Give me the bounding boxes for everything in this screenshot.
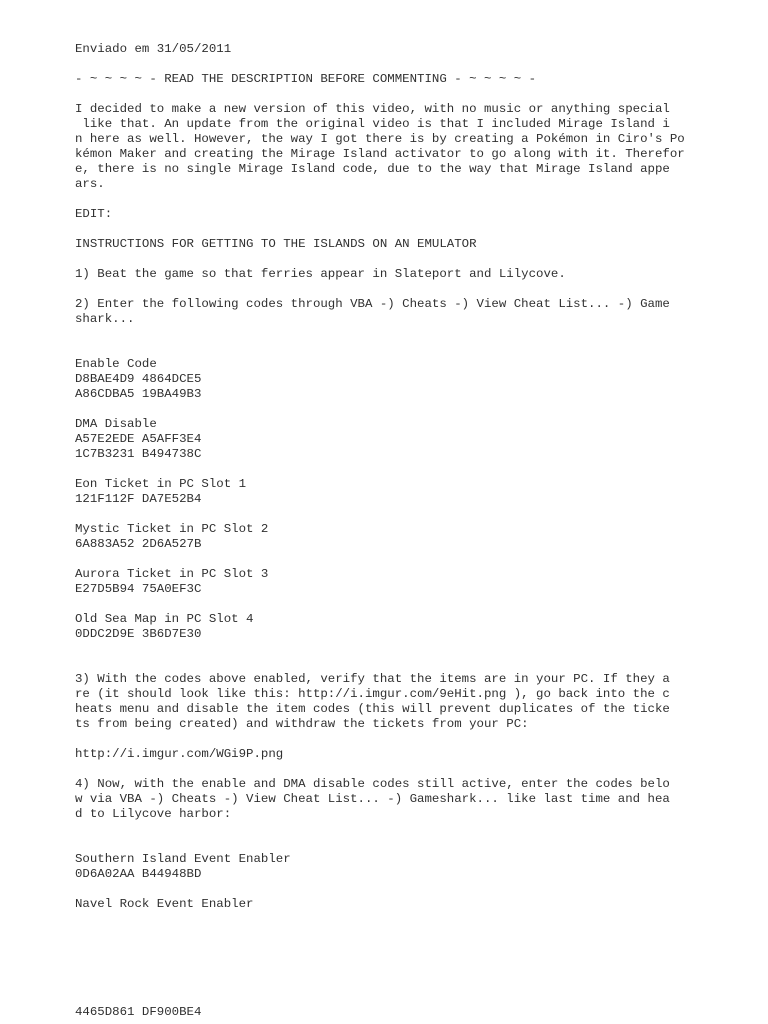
text-line	[75, 822, 735, 837]
text-line: Enviado em 31/05/2011	[75, 42, 232, 56]
text-line: Mystic Ticket in PC Slot 2	[75, 522, 269, 536]
text-line: 6A883A52 2D6A527B	[75, 537, 202, 551]
text-line: EDIT:	[75, 207, 113, 221]
text-line: heats menu and disable the item codes (this will prevent duplicates of the ticke	[75, 702, 670, 716]
text-line	[75, 192, 735, 207]
text-line: 0DDC2D9E 3B6D7E30	[75, 627, 202, 641]
text-line: E27D5B94 75A0EF3C	[75, 582, 202, 596]
text-line: Aurora Ticket in PC Slot 3	[75, 567, 269, 581]
text-line	[75, 642, 735, 657]
text-line	[75, 882, 735, 897]
text-line: 1C7B3231 B494738C	[75, 447, 202, 461]
text-line	[75, 327, 735, 342]
text-line	[75, 57, 735, 72]
text-line: e, there is no single Mirage Island code, due to the way that Mirage Island appe	[75, 162, 670, 176]
text-line: Enable Code	[75, 357, 157, 371]
text-line: ars.	[75, 177, 105, 191]
text-line: DMA Disable	[75, 417, 157, 431]
text-line: re (it should look like this: http://i.imgur.com/9eHit.png ), go back into the c	[75, 687, 670, 701]
text-line: I decided to make a new version of this video, with no music or anything special	[75, 102, 670, 116]
text-line: 1) Beat the game so that ferries appear in Slateport and Lilycove.	[75, 267, 566, 281]
text-line: Southern Island Event Enabler	[75, 852, 291, 866]
text-line	[75, 837, 735, 852]
text-line	[75, 762, 735, 777]
text-line: D8BAE4D9 4864DCE5	[75, 372, 202, 386]
text-line: kémon Maker and creating the Mirage Island activator to go along with it. Therefor	[75, 147, 685, 161]
text-line: 121F112F DA7E52B4	[75, 492, 202, 506]
text-line: INSTRUCTIONS FOR GETTING TO THE ISLANDS ON AN EMULATOR	[75, 237, 477, 251]
text-line	[75, 507, 735, 522]
text-line: Old Sea Map in PC Slot 4	[75, 612, 254, 626]
text-line	[75, 732, 735, 747]
text-line: n here as well. However, the way I got there is by creating a Pokémon in Ciro's Po	[75, 132, 685, 146]
text-line: 3) With the codes above enabled, verify that the items are in your PC. If they a	[75, 672, 670, 686]
text-line	[75, 342, 735, 357]
text-line: 2) Enter the following codes through VBA -) Cheats -) View Cheat List... -) Game	[75, 297, 670, 311]
text-line: Navel Rock Event Enabler	[75, 897, 254, 911]
text-line: 4) Now, with the enable and DMA disable codes still active, enter the codes belo	[75, 777, 670, 791]
text-line: A86CDBA5 19BA49B3	[75, 387, 202, 401]
text-line	[75, 252, 735, 267]
text-line	[75, 597, 735, 612]
text-line: http://i.imgur.com/WGi9P.png	[75, 747, 284, 761]
text-line: - ~ ~ ~ ~ - READ THE DESCRIPTION BEFORE COMMENTING - ~ ~ ~ ~ -	[75, 72, 537, 86]
text-line	[75, 462, 735, 477]
text-line	[75, 282, 735, 297]
text-line	[75, 87, 735, 102]
text-line	[75, 222, 735, 237]
text-line: ts from being created) and withdraw the tickets from your PC:	[75, 717, 529, 731]
text-line: like that. An update from the original video is that I included Mirage Island i	[75, 117, 670, 131]
text-line: 0D6A02AA B44948BD	[75, 867, 202, 881]
last-code-line: 4465D861 DF900BE4	[75, 1005, 202, 1019]
document-body	[75, 42, 735, 912]
text-line	[75, 552, 735, 567]
text-line: shark...	[75, 312, 135, 326]
text-line: w via VBA -) Cheats -) View Cheat List... -) Gameshark... like last time and hea	[75, 792, 670, 806]
text-line	[75, 657, 735, 672]
text-line: Eon Ticket in PC Slot 1	[75, 477, 247, 491]
text-line: A57E2EDE A5AFF3E4	[75, 432, 202, 446]
text-line	[75, 402, 735, 417]
text-line: d to Lilycove harbor:	[75, 807, 232, 821]
